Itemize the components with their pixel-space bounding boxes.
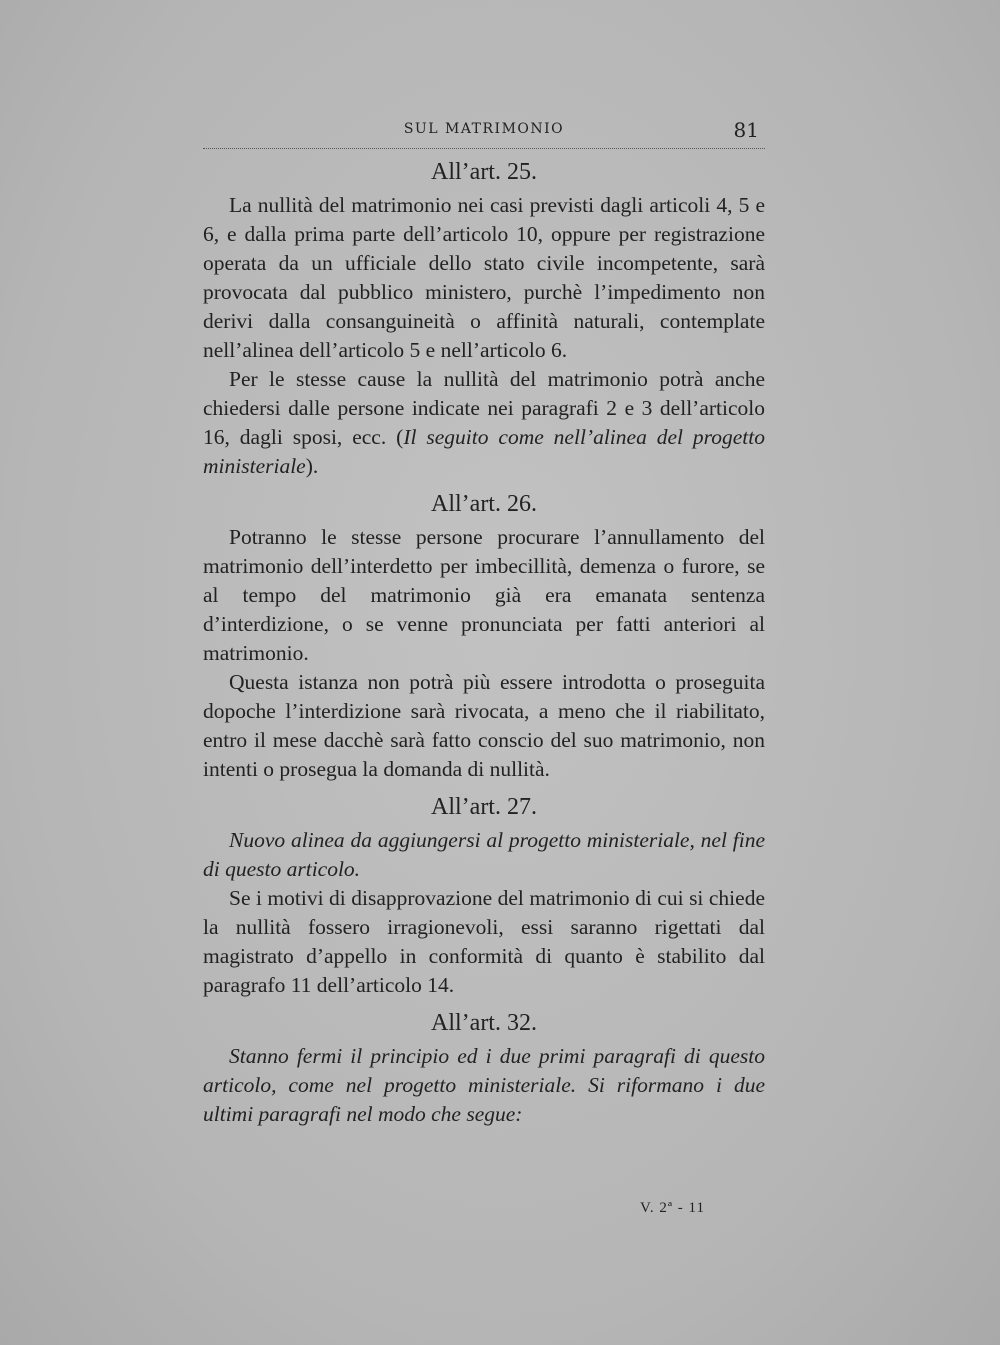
running-head — [203, 118, 765, 149]
heading-art32: All’art. 32. — [431, 1010, 537, 1036]
art25-p2-end: ). — [305, 454, 319, 478]
heading-art27: All’art. 27. — [431, 794, 537, 820]
art26-paragraph-1: Potranno le stesse persone procurare l’annullamento del matrimonio dell’interdetto per imbecillità, demenza o furore, se al tempo del matrimonio già era emanata sentenza d’interdizione, o se venne pronunciata per fatti anteriori al matrimonio. — [203, 525, 765, 665]
art26-paragraph-2: Questa istanza non potrà più essere introdotta o proseguita dopoche l’interdizione sarà rivocata, a meno che il riabilitato, entro il mese dacchè sarà fatto conscio del suo matrimonio, non intenti o prosegua la domanda di nullità. — [203, 670, 765, 781]
running-head-title: SUL MATRIMONIO — [403, 121, 565, 137]
art32-italic-note: Stanno fermi il principio ed i due primi paragrafi di questo articolo, come nel progetto ministeriale. Si riformano i due ultimi paragrafi nel modo che segue: — [203, 1044, 765, 1126]
art27-paragraph-1: Se i motivi di disapprovazione del matrimonio di cui si chiede la nullità fossero irragionevoli, essi saranno rigettati dal magistrato d’appello in conformità di quanto è stabilito dal paragrafo 11 dell’articolo 14. — [203, 886, 765, 997]
art25-p2-italic: Il seguito come nell’alinea del progetto ministeriale — [203, 425, 765, 478]
heading-art26: All’art. 26. — [431, 491, 537, 517]
art25-paragraph-1: La nullità del matrimonio nei casi previsti dagli articoli 4, 5 e 6, e dalla prima parte dell’articolo 10, oppure per registrazione operata da un ufficiale dello stato civile incompetente, sarà provocata dal pubblico ministero, purchè l’impedimento non derivi dalla consanguineità o affinità naturali, contemplate nell’alinea dell’articolo 5 e nell’articolo 6. — [203, 193, 765, 362]
art27-italic-note: Nuovo alinea da aggiungersi al progetto ministeriale, nel fine di questo articolo. — [203, 828, 765, 881]
signature-mark: V. 2ª - 11 — [640, 1200, 705, 1216]
art25-p2-text: Per le stesse cause la nullità del matrimonio potrà anche chiedersi dalle persone indicate nei paragrafi 2 e 3 dell’articolo 16, dagli sposi, ecc. ( — [203, 367, 765, 449]
page-number: 81 — [733, 118, 759, 142]
art25-paragraph-2 — [203, 365, 765, 481]
body-text — [203, 157, 765, 1129]
heading-art25: All’art. 25. — [431, 159, 537, 185]
